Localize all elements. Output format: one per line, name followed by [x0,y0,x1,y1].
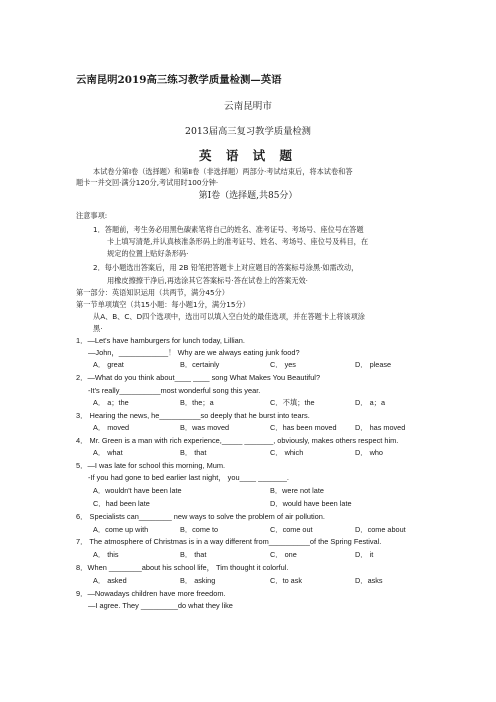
intro-line-1: 本试卷分第Ⅰ卷（选择题）和第Ⅱ卷（非选择题）两部分·考试结束后，将本试卷和答 [93,167,353,176]
question-2-option-c: C．不填；the [270,398,315,407]
question-6-option-d: D．come about [355,525,406,534]
question-4-option-a: A． what [93,448,123,457]
question-5-option-a: A．wouldn't have been late [93,486,182,495]
question-9-stem: 9．—Nowadays children have more freedom. [76,589,226,598]
question-8-option-a: A． asked [93,576,127,585]
note-1-line-1: 1．答题前，考生务必用黑色碳素笔将自己的姓名、准考证号、考场号、座位号在答题 [93,225,364,234]
question-1-option-b: B．certainly [180,360,220,369]
document-title: 云南昆明2019高三练习教学质量检测—英语 [76,74,282,86]
question-7-option-c: C． one [270,550,297,559]
notes-heading: 注意事项: [76,211,108,220]
question-7-option-b: B． that [180,550,207,559]
intro-line-2: 题卡一并交回·满分120分,考试用时100分钟· [76,178,219,187]
question-3-option-a: A． moved [93,423,130,432]
question-4-option-d: D． who [355,448,383,457]
question-1-option-d: D． please [355,360,392,369]
subject-title: 英 语 试 题 [198,148,298,163]
question-3-option-b: B．was moved [180,423,230,432]
question-6-option-a: A．come up with [93,525,149,534]
note-1-line-2: 卡上填写清楚,并认真核准条形码上的准考证号、姓名、考场号、座位号及科目，在 [107,237,369,246]
question-7-option-a: A． this [93,550,119,559]
question-5-option-d: D．would have been late [270,499,352,508]
question-8-option-c: C．to ask [270,576,303,585]
question-1-option-c: C． yes [270,360,296,369]
question-6-stem: 6． Specialists can________ new ways to solve the problem of air pollution. [76,512,325,521]
part-1-section-1: 第一节单项填空（共15小题：每小题1分，满分15分） [76,300,250,309]
question-6-option-c: C．come out [270,525,313,534]
question-9-line-2: —I agree. They _________do what they like [88,601,233,610]
question-1-stem: 1．—Let's have hamburgers for lunch today, Lillian. [76,336,245,345]
question-7-stem: 7． The atmosphere of Christmas is in a way different from__________of the Spring Festival. [76,537,382,546]
question-5-stem: 5．—I was late for school this morning, Mum. [76,461,226,470]
question-4-stem: 4． Mr. Green is a man with rich experience,_____ _______, obviously, makes others respect him. [76,436,399,445]
question-8-option-d: D．asks [355,576,383,585]
part-1-heading: 第一部分：英语知识运用（共两节，满分45分） [76,288,229,297]
question-7-option-d: D． it [355,550,374,559]
question-1-line-2: —John，____________！ Why are we always eating junk food? [88,348,300,357]
section-1-title: 第Ⅰ卷（选择题,共85分） [198,191,298,201]
question-5-option-c: C．had been late [93,499,150,508]
question-2-line-2: -It's really__________most wonderful song this year. [88,386,261,395]
exam-city: 云南昆明市 [224,101,272,112]
instructions-line-2: 黑· [93,324,103,333]
question-1-option-a: A． great [93,360,124,369]
question-2-stem: 2．—What do you think about____ ____ song What Makes You Beautiful? [76,373,321,382]
question-6-option-b: B．come to [180,525,219,534]
note-2-line-2: 用橡皮擦擦干净后,再选涂其它答案标号·答在试卷上的答案无效· [107,276,308,285]
question-5-line-2: -If you had gone to bed earlier last night， you____ _______. [88,473,289,482]
question-2-option-a: A． a；the [93,398,129,407]
note-1-line-3: 规定的位置上贴好条形码· [107,249,189,258]
question-4-option-b: B． that [180,448,207,457]
question-4-option-c: C． which [270,448,304,457]
question-2-option-b: B．the；a [180,398,214,407]
question-3-stem: 3． Hearing the news, he__________so deeply that he burst into tears. [76,411,310,420]
question-5-option-b: B．were not late [270,486,324,495]
exam-name: 2013届高三复习教学质量检测 [185,126,311,137]
question-3-option-c: C．has been moved [270,423,337,432]
question-8-option-b: B． asking [180,576,216,585]
instructions-line-1: 从A、B、C、D四个选项中，选出可以填入空白处的最佳选项，并在答题卡上将该项涂 [93,312,365,321]
question-3-option-d: D． has moved [355,423,406,432]
question-2-option-d: D． a；a [355,398,386,407]
note-2-line-1: 2．每小题选出答案后，用 2B 铅笔把答题卡上对应题目的答案标号涂黑·如需改动， [93,263,359,272]
question-8-stem: 8．When ________about his school life， Tim thought it colorful. [76,563,289,572]
